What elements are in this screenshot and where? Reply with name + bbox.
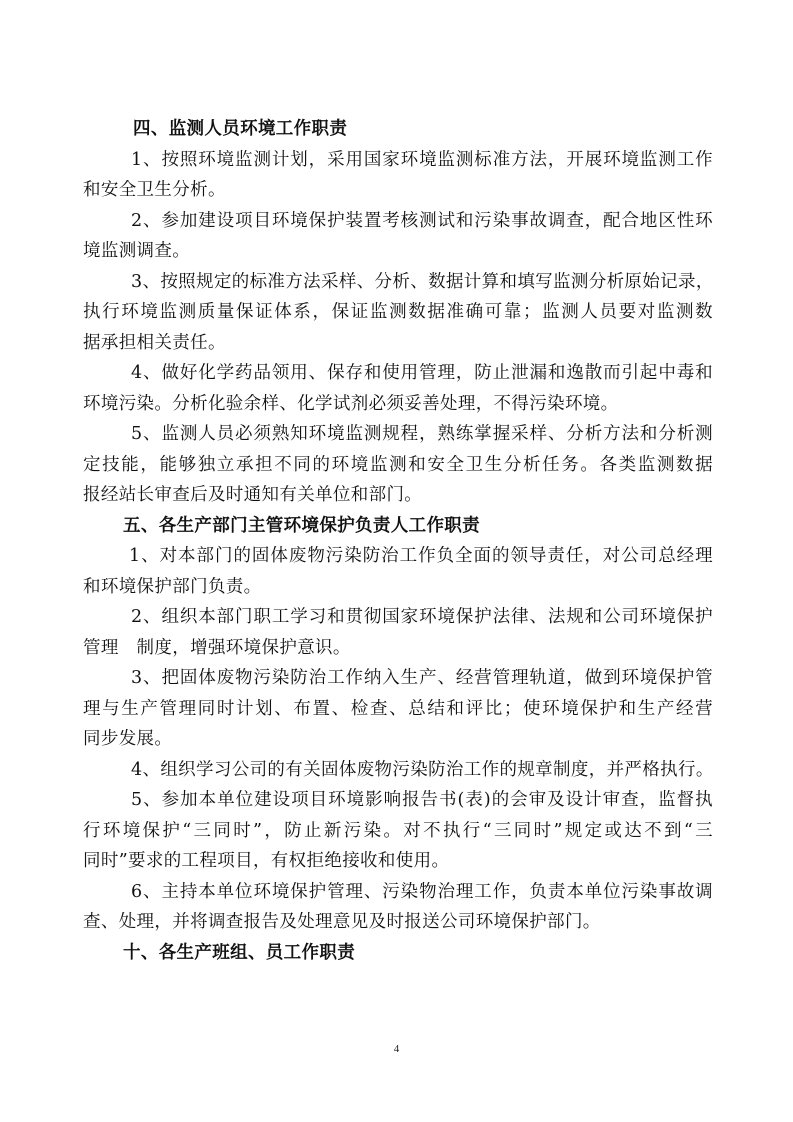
paragraph-line: 管理 制度，增强环境保护意识。: [83, 637, 351, 658]
paragraph-line: 4、做好化学药品领用、保存和使用管理，防止泄漏和逸散而引起中毒和: [131, 363, 713, 383]
paragraph-line: 环境污染。分析化验余样、化学试剂必须妥善处理，不得污染环境。: [83, 393, 619, 414]
paragraph-line: 行环境保护“三同时”，防止新污染。对不执行“三同时”规定或达不到“三: [83, 820, 713, 841]
paragraph-line: 5、监测人员必须熟知环境监测规程，熟练掌握采样、分析方法和分析测: [131, 424, 713, 444]
paragraph-line: 4、组织学习公司的有关固体废物污染防治工作的规章制度，并严格执行。: [131, 759, 714, 780]
paragraph-line: 和安全卫生分析。: [83, 180, 226, 200]
paragraph-line: 报经站长审查后及时通知有关单位和部门。: [83, 485, 423, 505]
paragraph-line: 2、组织本部门职工学习和贯彻国家环境保护法律、法规和公司环境保护: [131, 607, 713, 627]
paragraph-line: 5、参加本单位建设项目环境影响报告书(表)的会审及设计审查，监督执: [131, 790, 713, 810]
page-number: 4: [393, 1043, 400, 1055]
paragraph-line: 和环境保护部门负责。: [83, 576, 262, 597]
paragraph-line: 执行环境监测质量保证体系，保证监测数据准确可靠；监测人员要对监测数: [83, 302, 713, 322]
paragraph-line: 1、按照环境监测计划，采用国家环境监测标准方法，开展环境监测工作: [131, 149, 713, 170]
paragraph-line: 3、按照规定的标准方法采样、分析、数据计算和填写监测分析原始记录，: [131, 271, 714, 292]
paragraph-line: 据承担相关责任。: [83, 332, 226, 353]
section-heading: 四、监测人员环境工作职责: [133, 119, 348, 139]
paragraph-line: 1、对本部门的固体废物污染防治工作负全面的领导责任，对公司总经理: [129, 546, 713, 566]
section-heading: 五、各生产部门主管环境保护负责人工作职责: [123, 515, 480, 536]
paragraph-line: 理与生产管理同时计划、布置、检查、总结和评比；使环境保护和生产经营: [83, 698, 713, 719]
paragraph-line: 3、把固体废物污染防治工作纳入生产、经营管理轨道，做到环境保护管: [131, 668, 713, 688]
document-body: [83, 114, 713, 968]
paragraph-line: 境监测调查。: [83, 241, 191, 261]
paragraph-line: 查、处理，并将调查报告及处理意见及时报送公司环境保护部门。: [83, 912, 601, 932]
paragraph-line: 2、参加建设项目环境保护装置考核测试和污染事故调查，配合地区性环: [131, 210, 713, 231]
paragraph-line: 6、主持本单位环境保护管理、污染物治理工作，负责本单位污染事故调: [131, 881, 713, 902]
section-heading: 十、各生产班组、员工作职责: [123, 942, 356, 963]
paragraph-line: 同时”要求的工程项目，有权拒绝接收和使用。: [83, 851, 450, 871]
paragraph-line: 定技能，能够独立承担不同的环境监测和安全卫生分析任务。各类监测数据: [83, 454, 713, 475]
paragraph-line: 同步发展。: [83, 729, 173, 749]
